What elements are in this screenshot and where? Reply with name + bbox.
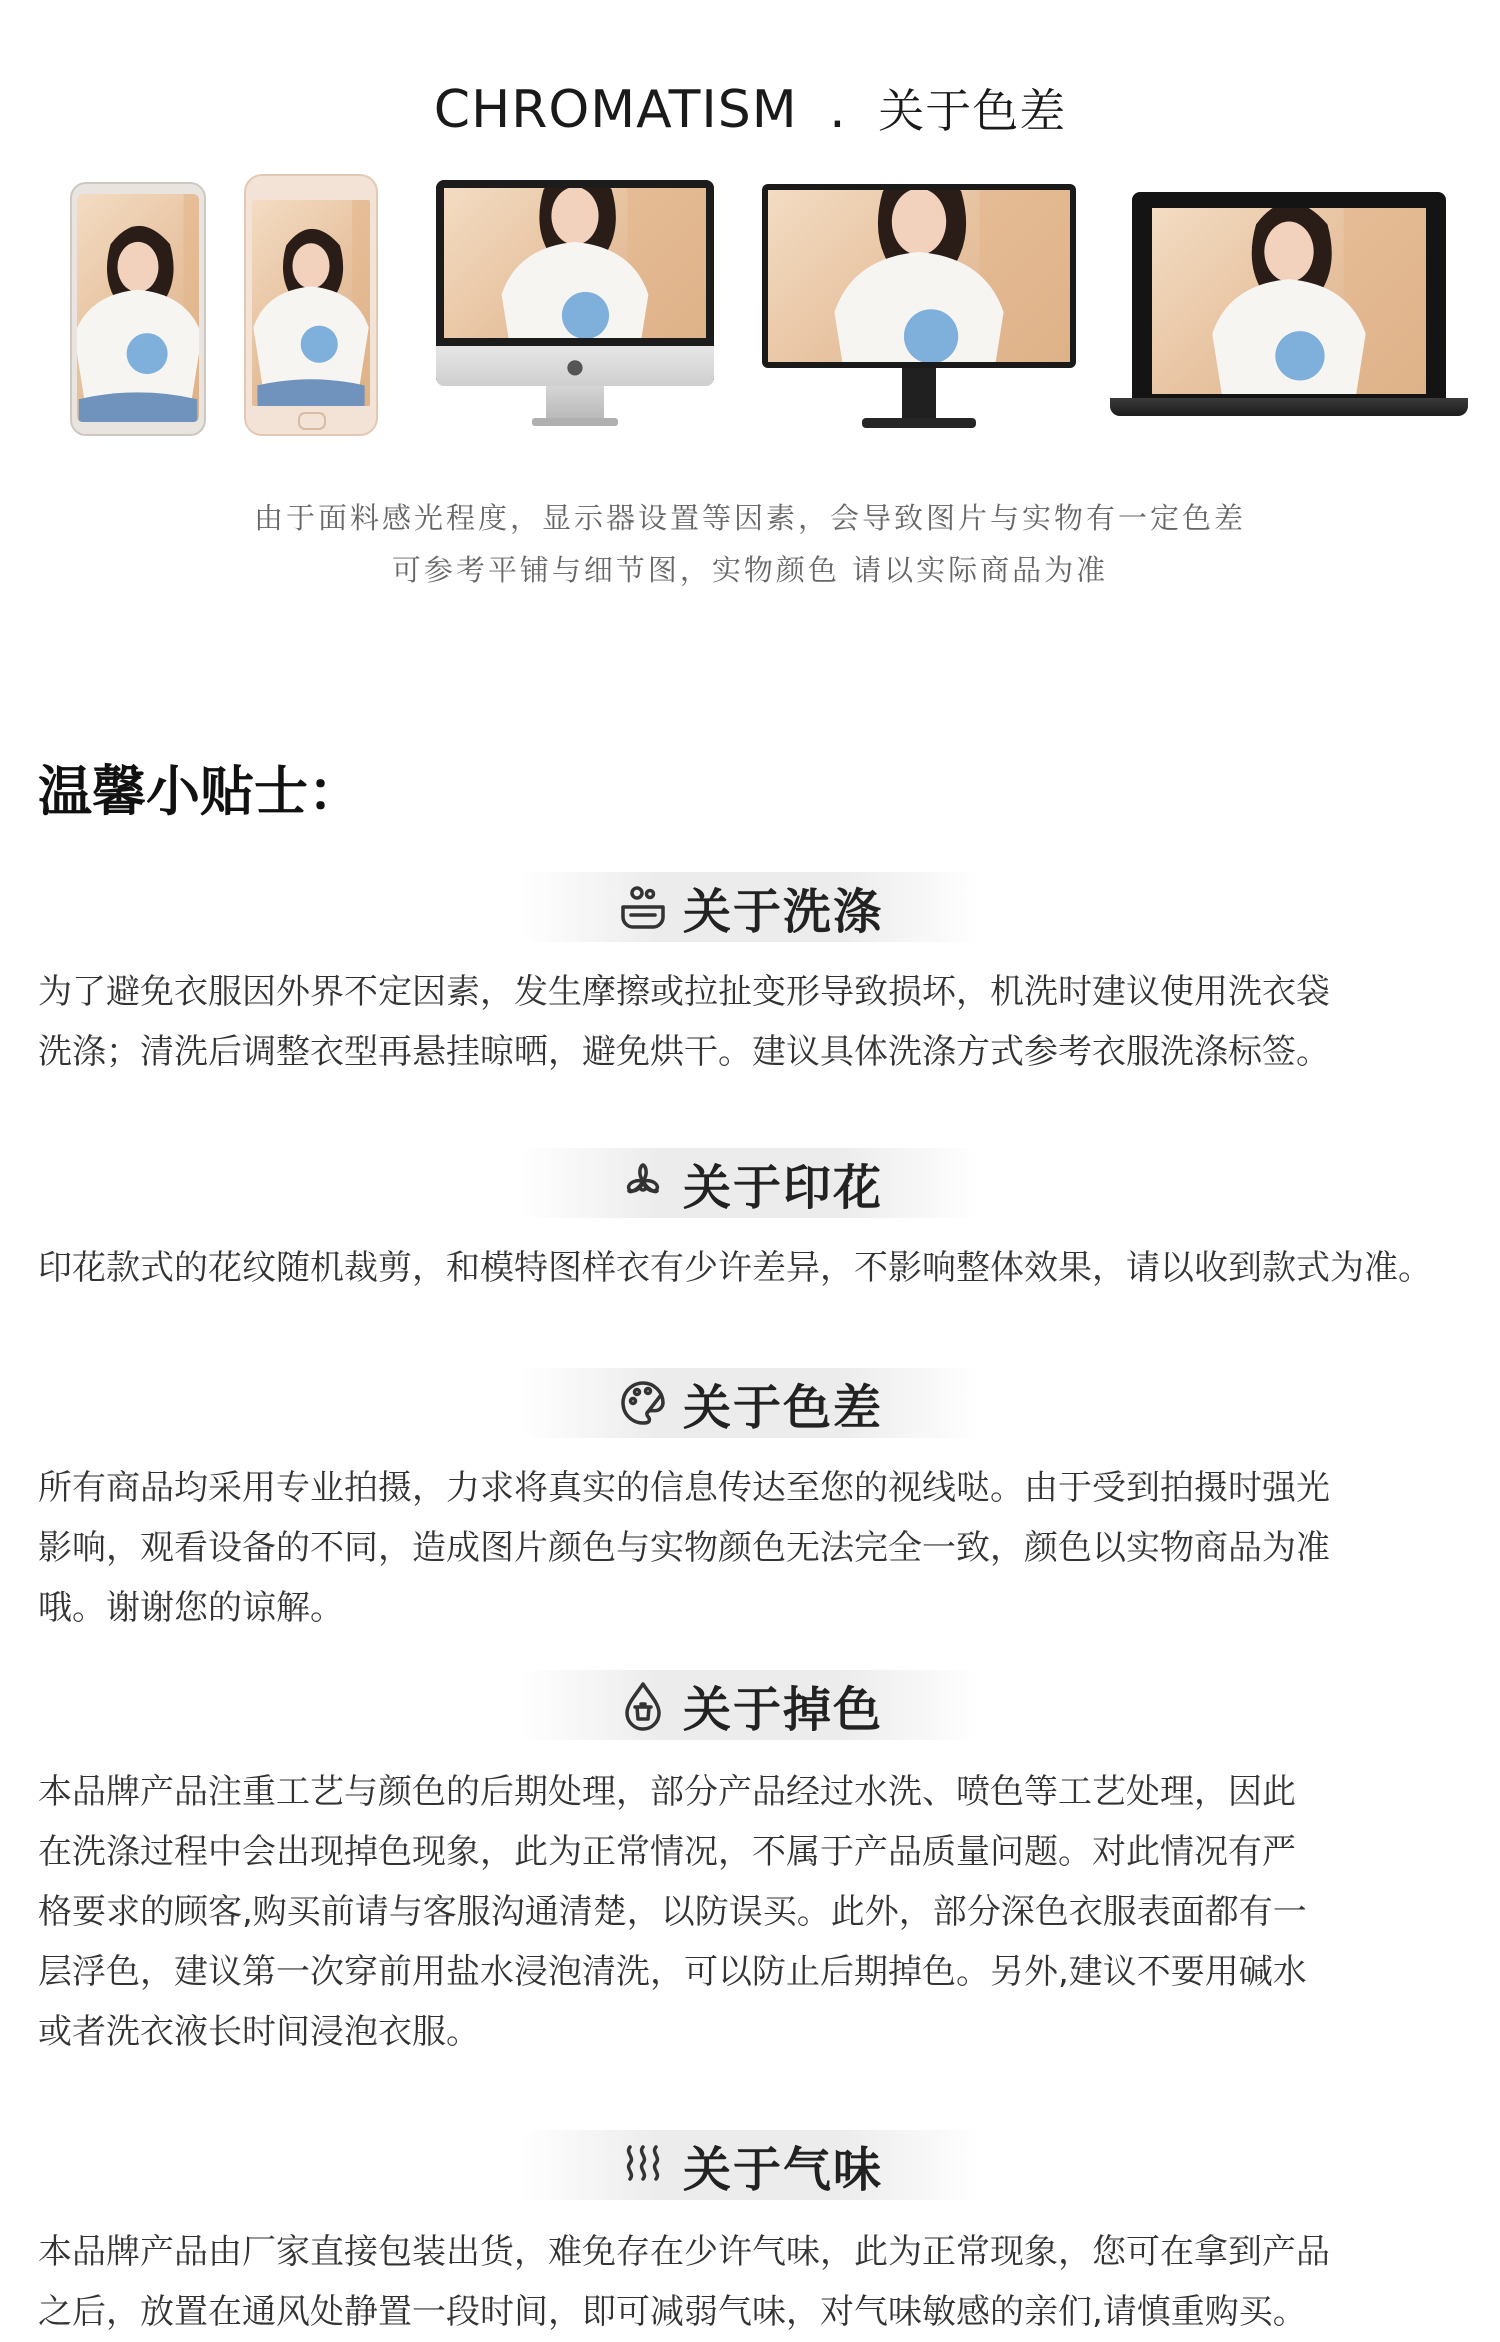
- monitor-bezel: [762, 184, 1076, 368]
- title-english: CHROMATISM: [433, 80, 798, 140]
- text-line: 或者洗衣液长时间浸泡衣服。: [38, 2012, 480, 2052]
- text-line: 所有商品均采用专业拍摄，力求将真实的信息传达至您的视线哒。由于受到拍摄时强光: [38, 1468, 1330, 1508]
- text-line: 印花款式的花纹随机裁剪，和模特图样衣有少许差异，不影响整体效果，请以收到款式为准。: [38, 1248, 1432, 1288]
- section-washing-header: [520, 872, 980, 942]
- text-line: 本品牌产品注重工艺与颜色的后期处理，部分产品经过水洗、喷色等工艺处理，因此: [38, 1772, 1296, 1812]
- imac-stand: [546, 386, 604, 420]
- title-chinese: 关于色差: [878, 84, 1067, 138]
- section-color-diff-title: 关于色差: [682, 1379, 883, 1436]
- imac-base: [532, 418, 618, 426]
- notice-line-1: 由于面料感光程度，显示器设置等因素，会导致图片与实物有一定色差: [253, 501, 1246, 535]
- monitor-device: [762, 184, 1076, 436]
- phone-device-2: [244, 174, 378, 436]
- monitor-stand: [902, 368, 936, 420]
- section-odor-header: [520, 2130, 980, 2200]
- apple-logo-icon: ●: [566, 354, 584, 378]
- text-line: 为了避免衣服因外界不定因素，发生摩擦或拉扯变形导致损坏，机洗时建议使用洗衣袋: [38, 972, 1330, 1012]
- monitor-base: [862, 418, 976, 428]
- tips-heading: 温馨小贴士：: [38, 760, 362, 823]
- section-washing-title: 关于洗涤: [682, 883, 883, 940]
- section-fading-title: 关于掉色: [682, 1681, 883, 1738]
- section-fading-header: [520, 1670, 980, 1740]
- text-line: 层浮色，建议第一次穿前用盐水浸泡清洗，可以防止后期掉色。另外,建议不要用碱水: [38, 1952, 1307, 1992]
- monitor-screen: [768, 190, 1070, 362]
- laptop-device: [1110, 192, 1468, 424]
- laptop-keyboard-base: [1110, 398, 1468, 416]
- color-notice: [0, 492, 1500, 596]
- laptop-screen: [1152, 208, 1426, 394]
- phone-device-1: [70, 182, 206, 436]
- phone-screen-2: [252, 200, 370, 406]
- imac-device: [436, 180, 714, 436]
- title-separator: .: [829, 80, 847, 140]
- drop-icon: [617, 1679, 669, 1731]
- palette-icon: [617, 1377, 669, 1429]
- text-line: 本品牌产品由厂家直接包装出货，难免存在少许气味，此为正常现象，您可在拿到产品: [38, 2232, 1330, 2272]
- section-color-diff-text: [38, 1458, 1462, 1638]
- section-print-header: [520, 1148, 980, 1218]
- section-washing-text: [38, 962, 1462, 1082]
- text-line: 格要求的顾客,购买前请与客服沟通清楚，以防误买。此外，部分深色衣服表面都有一: [38, 1892, 1307, 1932]
- section-odor-text: [38, 2222, 1462, 2342]
- section-color-diff-header: [520, 1368, 980, 1438]
- section-print-text: [38, 1238, 1462, 1298]
- section-print-title: 关于印花: [682, 1159, 883, 1216]
- phone-screen-1: [77, 194, 199, 422]
- flower-icon: [617, 1157, 669, 1209]
- page-title: [0, 78, 1500, 143]
- text-line: 哦。谢谢您的谅解。: [38, 1588, 344, 1628]
- notice-line-2: 可参考平铺与细节图，实物颜色 请以实际商品为准: [391, 553, 1109, 587]
- text-line: 之后，放置在通风处静置一段时间，即可减弱气味，对气味敏感的亲们,请慎重购买。: [38, 2292, 1307, 2332]
- laptop-lid: [1132, 192, 1446, 400]
- phone-home-button: [298, 412, 326, 430]
- imac-chin: [436, 346, 714, 386]
- imac-screen: [444, 188, 706, 338]
- text-line: 洗涤；清洗后调整衣型再悬挂晾晒，避免烘干。建议具体洗涤方式参考衣服洗涤标签。: [38, 1032, 1330, 1072]
- text-line: 影响，观看设备的不同，造成图片颜色与实物颜色无法完全一致，颜色以实物商品为准: [38, 1528, 1330, 1568]
- section-odor-title: 关于气味: [682, 2141, 883, 2198]
- text-line: 在洗涤过程中会出现掉色现象，此为正常情况，不属于产品质量问题。对此情况有严: [38, 1832, 1296, 1872]
- device-comparison: [0, 168, 1500, 438]
- odor-icon: [617, 2139, 669, 2191]
- washing-icon: [617, 881, 669, 933]
- section-fading-text: [38, 1762, 1462, 2062]
